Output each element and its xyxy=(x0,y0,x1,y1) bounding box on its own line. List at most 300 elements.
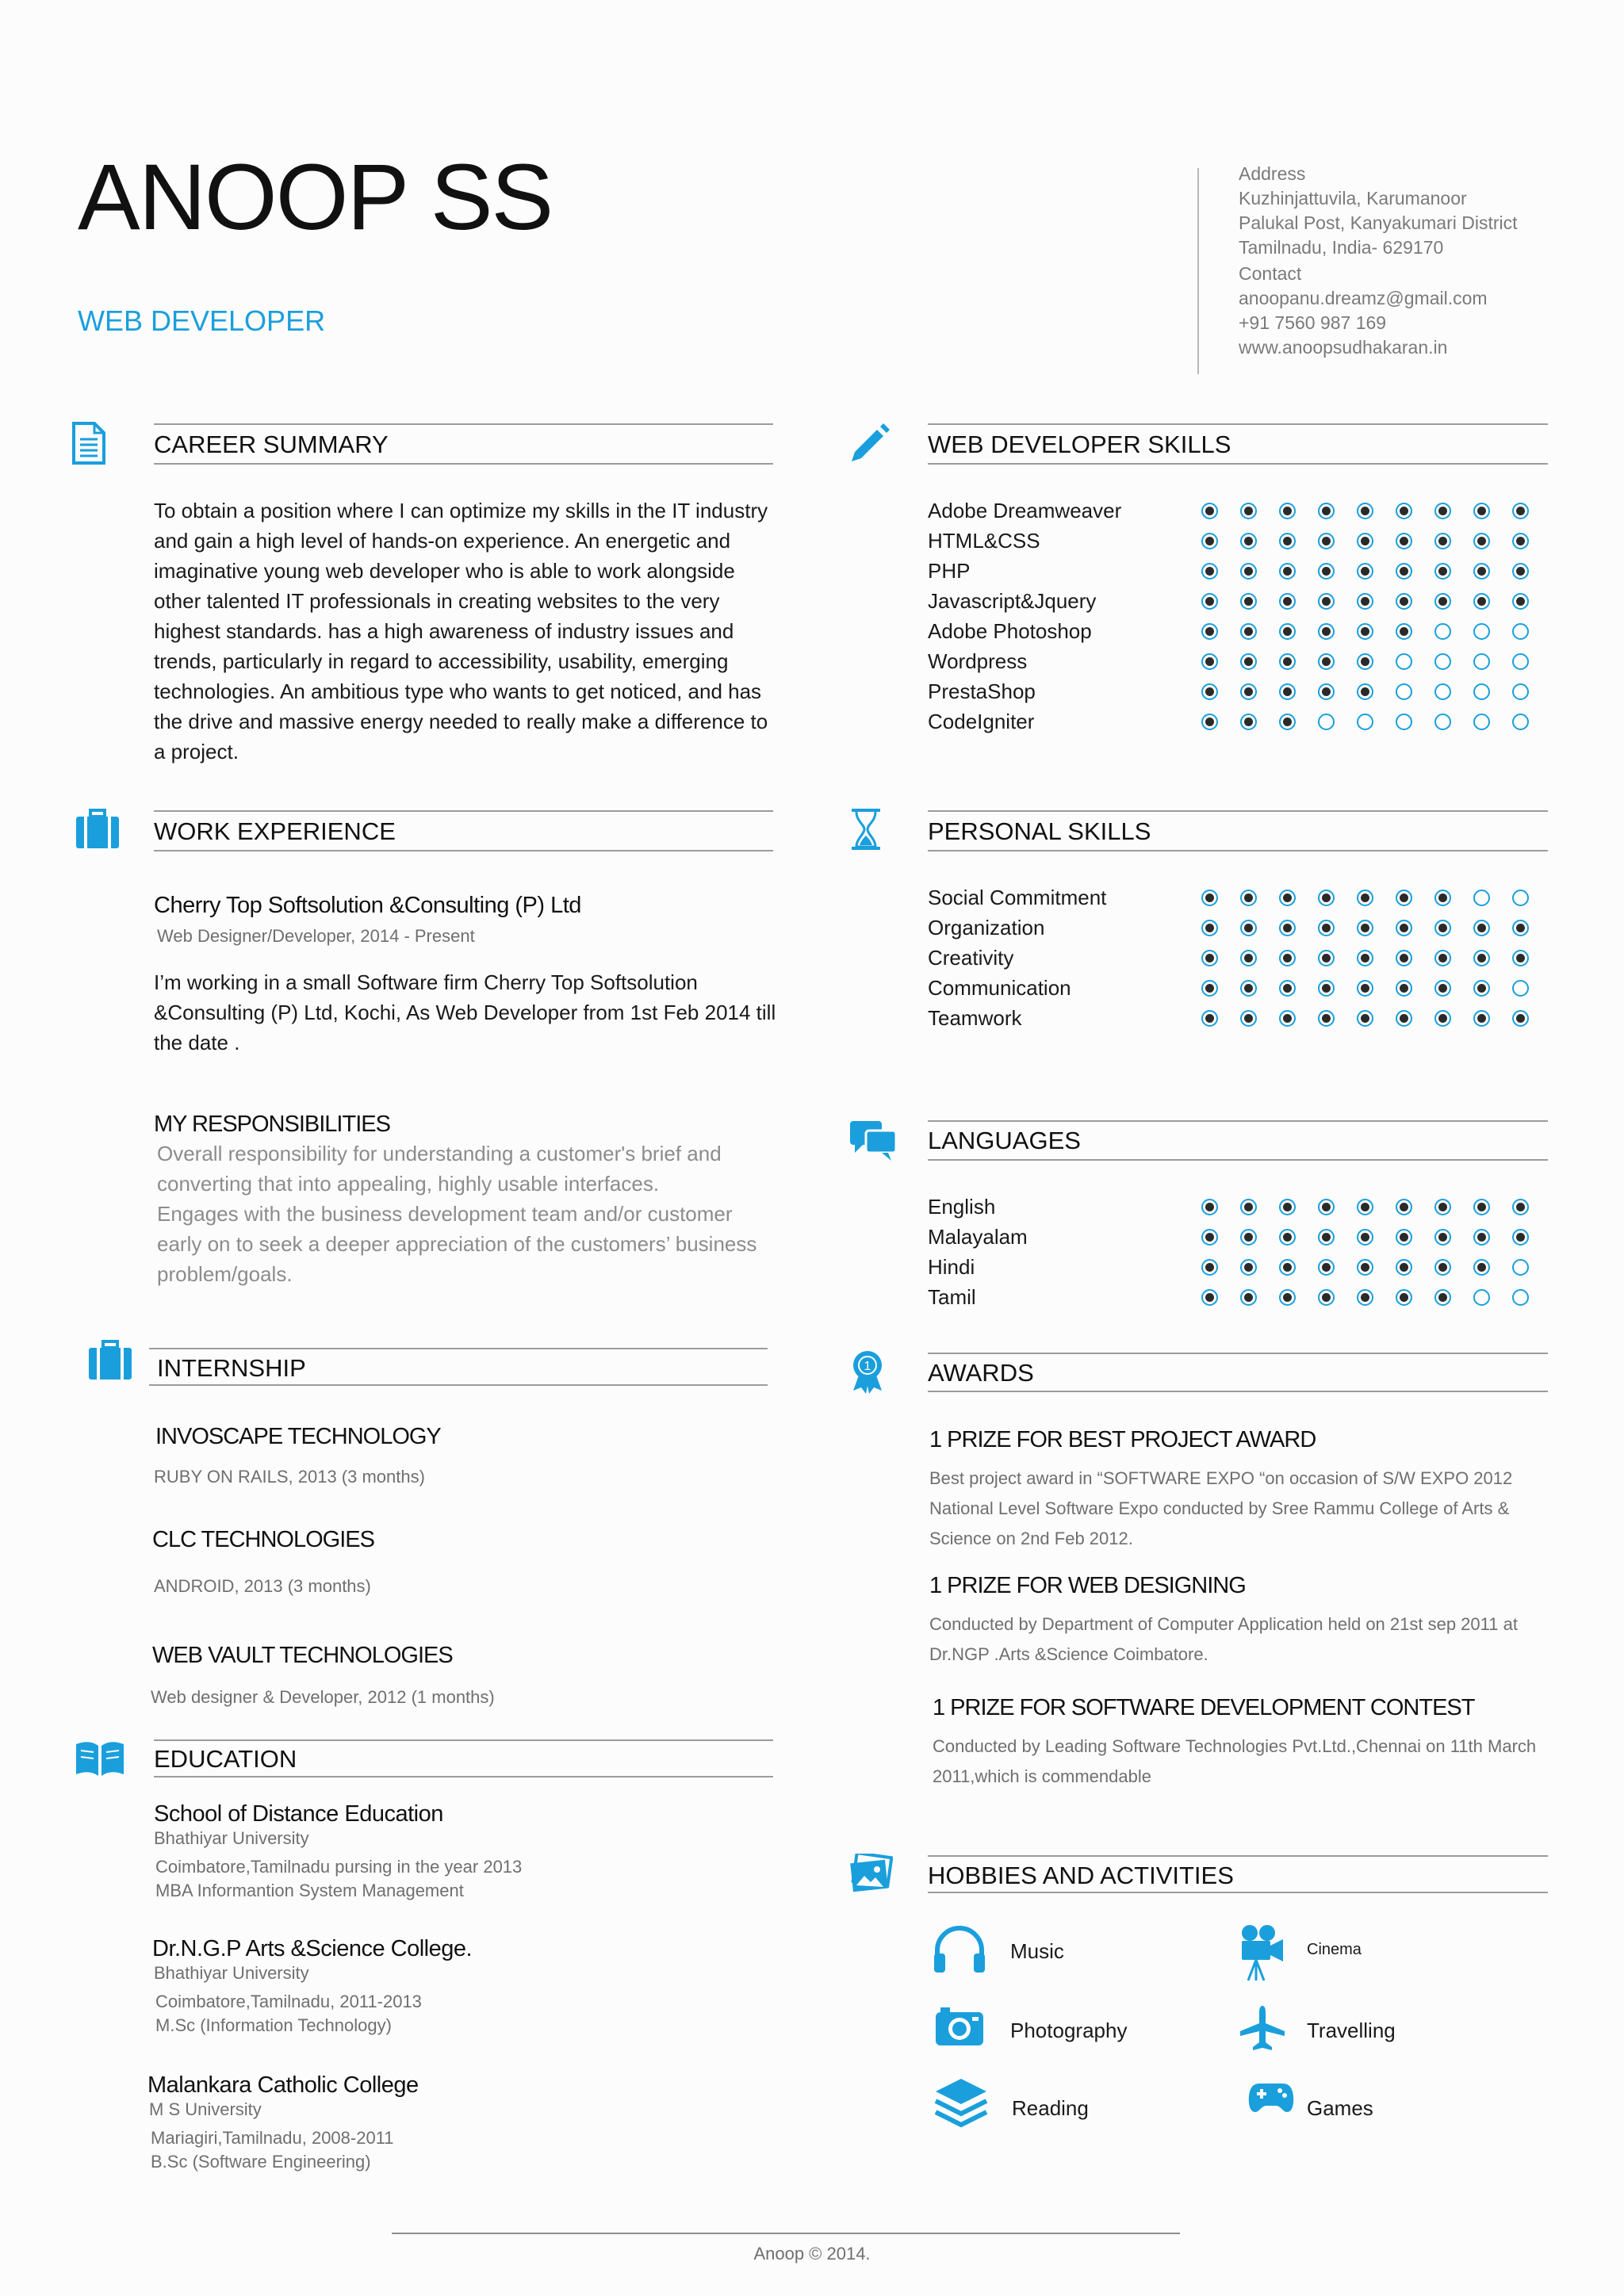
education-detail: Coimbatore,Tamilnadu pursing in the year 2013 xyxy=(155,1857,523,1877)
headphones-icon xyxy=(931,1923,988,1974)
rating-dot-filled xyxy=(1357,1010,1373,1027)
rating-dot-filled xyxy=(1279,1289,1296,1306)
rating-dot-empty xyxy=(1473,623,1490,640)
rating-dot-filled xyxy=(1318,653,1335,670)
address-line: Kuzhinjattuvila, Karumanoor xyxy=(1239,188,1467,209)
section-rule xyxy=(154,1739,773,1741)
skill-rating xyxy=(1201,1259,1551,1276)
rating-dot-empty xyxy=(1512,653,1529,670)
rating-dot-filled xyxy=(1201,563,1218,580)
rating-dot-filled xyxy=(1318,890,1335,906)
rating-dot-filled xyxy=(1279,1229,1296,1246)
rating-dot-filled xyxy=(1279,683,1296,700)
rating-dot-filled xyxy=(1357,653,1373,670)
rating-dot-filled xyxy=(1201,980,1218,997)
career-summary-text xyxy=(154,496,788,767)
skill-label: CodeIgniter xyxy=(928,709,1035,733)
rating-dot-filled xyxy=(1357,1289,1373,1306)
rating-dot-filled xyxy=(1318,950,1335,966)
award-line: Science on 2nd Feb 2012. xyxy=(929,1529,1133,1548)
summary-line: highest standards. has a high awareness of industry issues and xyxy=(154,619,734,643)
internship-company: INVOSCAPE TECHNOLOGY xyxy=(155,1424,441,1449)
rating-dot-filled xyxy=(1318,1199,1335,1215)
briefcase-icon xyxy=(87,1340,133,1381)
languages-list xyxy=(928,1192,1562,1318)
rating-dot-empty xyxy=(1473,714,1490,730)
rating-dot-filled xyxy=(1512,593,1529,610)
rating-dot-filled xyxy=(1396,503,1412,519)
rating-dot-filled xyxy=(1240,950,1257,966)
skill-label: Hindi xyxy=(928,1254,975,1279)
work-description xyxy=(154,967,788,1058)
rating-dot-filled xyxy=(1434,950,1451,966)
skill-label: Wordpress xyxy=(928,649,1028,673)
section-rule xyxy=(928,1120,1548,1122)
rating-dot-filled xyxy=(1201,1289,1218,1306)
responsibilities-text xyxy=(157,1138,791,1289)
rating-dot-filled xyxy=(1318,623,1335,640)
skill-rating xyxy=(1201,920,1551,936)
section-rule xyxy=(928,1391,1548,1392)
award-ribbon-icon xyxy=(850,1349,885,1394)
rating-dot-empty xyxy=(1512,890,1529,906)
rating-dot-filled xyxy=(1240,1010,1257,1027)
skill-row xyxy=(928,616,1562,646)
section-rule xyxy=(928,1892,1548,1893)
rating-dot-filled xyxy=(1201,1010,1218,1027)
internship-detail: ANDROID, 2013 (3 months) xyxy=(154,1576,371,1596)
rating-dot-empty xyxy=(1396,714,1412,730)
rating-dot-filled xyxy=(1279,623,1296,640)
rating-dot-filled xyxy=(1512,563,1529,580)
rating-dot-filled xyxy=(1279,1010,1296,1027)
rating-dot-filled xyxy=(1473,980,1490,997)
skill-row xyxy=(928,586,1562,616)
skill-row xyxy=(928,646,1562,676)
document-icon xyxy=(71,422,106,465)
rating-dot-filled xyxy=(1318,503,1335,519)
awards-title: AWARDS xyxy=(928,1359,1034,1387)
rating-dot-filled xyxy=(1357,980,1373,997)
rating-dot-empty xyxy=(1473,1289,1490,1306)
hobby-label: Travelling xyxy=(1307,2019,1396,2042)
rating-dot-filled xyxy=(1201,683,1218,700)
responsibility-line: converting that into appealing, highly usable interfaces. xyxy=(157,1172,660,1196)
rating-dot-filled xyxy=(1357,1229,1373,1246)
summary-line: the drive and massive energy needed to really make a difference to xyxy=(154,710,768,733)
internship-detail: RUBY ON RAILS, 2013 (3 months) xyxy=(154,1467,425,1487)
rating-dot-filled xyxy=(1318,1229,1335,1246)
rating-dot-filled xyxy=(1396,533,1412,549)
skill-row xyxy=(928,1192,1562,1222)
skill-rating xyxy=(1201,950,1551,966)
university-name: Bhathiyar University xyxy=(154,1828,309,1848)
skill-label: Tamil xyxy=(928,1284,976,1309)
rating-dot-filled xyxy=(1357,890,1373,906)
rating-dot-filled xyxy=(1240,593,1257,610)
skill-label: Teamwork xyxy=(928,1005,1022,1030)
award-description xyxy=(933,1732,1536,1792)
rating-dot-filled xyxy=(1434,593,1451,610)
rating-dot-filled xyxy=(1201,1259,1218,1276)
award-title: 1 PRIZE FOR SOFTWARE DEVELOPMENT CONTEST xyxy=(933,1695,1475,1720)
rating-dot-empty xyxy=(1434,623,1451,640)
section-rule xyxy=(928,463,1548,465)
website-link[interactable]: www.anoopsudhakaran.in xyxy=(1239,337,1448,358)
email-link[interactable]: anoopanu.dreamz@gmail.com xyxy=(1239,288,1488,308)
rating-dot-filled xyxy=(1279,593,1296,610)
internship-company: WEB VAULT TECHNOLOGIES xyxy=(152,1643,453,1668)
rating-dot-filled xyxy=(1240,563,1257,580)
rating-dot-filled xyxy=(1279,533,1296,549)
award-line: Conducted by Leading Software Technologies Pvt.Ltd.,Chennai on 11th March xyxy=(933,1736,1537,1756)
responsibility-line: Engages with the business development team and/or customer xyxy=(157,1202,733,1226)
responsibility-line: early on to seek a deeper appreciation of the customers’ business xyxy=(157,1232,757,1256)
rating-dot-filled xyxy=(1240,533,1257,549)
rating-dot-filled xyxy=(1357,950,1373,966)
work-line: &Consulting (P) Ltd, Kochi, As Web Developer from 1st Feb 2014 till xyxy=(154,1001,776,1024)
rating-dot-filled xyxy=(1512,1199,1529,1215)
skill-label: Creativity xyxy=(928,945,1014,970)
award-description xyxy=(929,1464,1512,1554)
rating-dot-empty xyxy=(1396,653,1412,670)
rating-dot-empty xyxy=(1434,683,1451,700)
rating-dot-filled xyxy=(1512,950,1529,966)
award-title: 1 PRIZE FOR WEB DESIGNING xyxy=(929,1573,1246,1598)
rating-dot-filled xyxy=(1240,920,1257,936)
rating-dot-filled xyxy=(1434,1010,1451,1027)
rating-dot-filled xyxy=(1279,1259,1296,1276)
hobby-label: Reading xyxy=(1012,2096,1089,2120)
rating-dot-filled xyxy=(1396,1259,1412,1276)
skill-row xyxy=(928,1282,1562,1312)
skill-row xyxy=(928,526,1562,556)
airplane-icon xyxy=(1239,2004,1286,2052)
summary-line: trends, particularly in regard to accessibility, usability, emerging xyxy=(154,649,729,673)
rating-dot-filled xyxy=(1279,950,1296,966)
skill-rating xyxy=(1201,1289,1551,1306)
rating-dot-filled xyxy=(1240,1229,1257,1246)
rating-dot-filled xyxy=(1279,563,1296,580)
rating-dot-filled xyxy=(1473,563,1490,580)
rating-dot-filled xyxy=(1396,563,1412,580)
rating-dot-empty xyxy=(1512,683,1529,700)
rating-dot-filled xyxy=(1201,1199,1218,1215)
skill-row xyxy=(928,1252,1562,1282)
rating-dot-filled xyxy=(1512,503,1529,519)
contact-label: Contact xyxy=(1239,263,1302,284)
skill-label: Communication xyxy=(928,975,1071,1000)
rating-dot-filled xyxy=(1396,980,1412,997)
rating-dot-filled xyxy=(1396,950,1412,966)
rating-dot-empty xyxy=(1473,683,1490,700)
education-detail: Mariagiri,Tamilnadu, 2008-2011 xyxy=(151,2128,394,2148)
summary-line: To obtain a position where I can optimize my skills in the IT industry xyxy=(154,499,768,522)
rating-dot-filled xyxy=(1279,1199,1296,1215)
company-name: Cherry Top Softsolution &Consulting (P) Ltd xyxy=(154,893,581,918)
internship-title: INTERNSHIP xyxy=(157,1354,306,1382)
skill-row xyxy=(928,913,1562,943)
rating-dot-filled xyxy=(1279,653,1296,670)
skill-row xyxy=(928,973,1562,1003)
award-line: 2011,which is commendable xyxy=(933,1766,1151,1786)
responsibility-line: Overall responsibility for understanding a customer's brief and xyxy=(157,1142,722,1165)
skill-rating xyxy=(1201,1199,1551,1215)
award-line: National Level Software Expo conducted by Sree Rammu College of Arts & xyxy=(929,1498,1510,1518)
rating-dot-filled xyxy=(1201,533,1218,549)
rating-dot-filled xyxy=(1201,503,1218,519)
rating-dot-filled xyxy=(1396,1289,1412,1306)
rating-dot-filled xyxy=(1357,920,1373,936)
rating-dot-filled xyxy=(1473,533,1490,549)
skill-row xyxy=(928,676,1562,706)
rating-dot-filled xyxy=(1396,623,1412,640)
skill-rating xyxy=(1201,653,1551,670)
rating-dot-filled xyxy=(1357,503,1373,519)
skill-label: PrestaShop xyxy=(928,679,1036,703)
rating-dot-filled xyxy=(1434,980,1451,997)
summary-line: and gain a high level of hands-on experience. An energetic and xyxy=(154,529,731,553)
rating-dot-filled xyxy=(1201,920,1218,936)
skill-row xyxy=(928,1222,1562,1252)
skill-rating xyxy=(1201,1010,1551,1027)
internship-company: CLC TECHNOLOGIES xyxy=(152,1527,374,1552)
skill-rating xyxy=(1201,623,1551,640)
skill-row xyxy=(928,496,1562,526)
rating-dot-filled xyxy=(1434,563,1451,580)
skill-row xyxy=(928,882,1562,913)
rating-dot-filled xyxy=(1201,890,1218,906)
rating-dot-filled xyxy=(1201,1229,1218,1246)
gamepad-icon xyxy=(1248,2080,1294,2114)
rating-dot-empty xyxy=(1512,1289,1529,1306)
rating-dot-filled xyxy=(1512,533,1529,549)
rating-dot-filled xyxy=(1357,623,1373,640)
rating-dot-empty xyxy=(1512,1259,1529,1276)
skill-rating xyxy=(1201,714,1551,730)
languages-title: LANGUAGES xyxy=(928,1127,1081,1154)
internship-detail: Web designer & Developer, 2012 (1 months) xyxy=(151,1687,495,1707)
skill-label: Social Commitment xyxy=(928,885,1107,909)
section-rule xyxy=(149,1348,768,1349)
rating-dot-filled xyxy=(1279,890,1296,906)
rating-dot-filled xyxy=(1396,890,1412,906)
rating-dot-empty xyxy=(1396,683,1412,700)
rating-dot-filled xyxy=(1512,1229,1529,1246)
education-detail: Coimbatore,Tamilnadu, 2011-2013 xyxy=(155,1992,422,2011)
hobby-label: Games xyxy=(1307,2096,1373,2120)
rating-dot-filled xyxy=(1396,920,1412,936)
rating-dot-filled xyxy=(1512,920,1529,936)
section-rule xyxy=(154,463,773,465)
footer-divider xyxy=(392,2233,1180,2234)
section-rule xyxy=(928,423,1548,425)
job-position: Web Designer/Developer, 2014 - Present xyxy=(157,926,475,946)
education-degree: MBA Informantion System Management xyxy=(155,1881,464,1900)
hourglass-icon xyxy=(850,807,882,851)
rating-dot-filled xyxy=(1318,920,1335,936)
award-line: Best project award in “SOFTWARE EXPO “on occasion of S/W EXPO 2012 xyxy=(929,1468,1513,1488)
rating-dot-filled xyxy=(1279,714,1296,730)
rating-dot-filled xyxy=(1318,593,1335,610)
rating-dot-filled xyxy=(1473,1199,1490,1215)
skill-rating xyxy=(1201,533,1551,549)
rating-dot-empty xyxy=(1512,980,1529,997)
job-role: WEB DEVELOPER xyxy=(78,304,326,337)
award-description xyxy=(929,1609,1518,1670)
skill-label: Javascript&Jquery xyxy=(928,588,1097,613)
rating-dot-filled xyxy=(1318,980,1335,997)
hobby-label: Cinema xyxy=(1307,1941,1362,1958)
rating-dot-filled xyxy=(1357,1259,1373,1276)
skill-label: PHP xyxy=(928,558,971,583)
rating-dot-filled xyxy=(1396,1010,1412,1027)
rating-dot-empty xyxy=(1318,714,1335,730)
section-rule xyxy=(154,850,773,851)
university-name: Bhathiyar University xyxy=(154,1963,309,1983)
rating-dot-filled xyxy=(1201,950,1218,966)
university-name: M S University xyxy=(149,2099,262,2119)
rating-dot-filled xyxy=(1396,1199,1412,1215)
rating-dot-filled xyxy=(1318,683,1335,700)
section-rule xyxy=(928,850,1548,851)
rating-dot-filled xyxy=(1473,503,1490,519)
skill-row xyxy=(928,1003,1562,1033)
rating-dot-filled xyxy=(1240,1199,1257,1215)
skill-rating xyxy=(1201,563,1551,580)
rating-dot-filled xyxy=(1240,714,1257,730)
skill-rating xyxy=(1201,503,1551,519)
section-rule xyxy=(928,1353,1548,1354)
rating-dot-filled xyxy=(1240,1259,1257,1276)
rating-dot-filled xyxy=(1434,1199,1451,1215)
rating-dot-filled xyxy=(1473,920,1490,936)
award-line: Conducted by Department of Computer Application held on 21st sep 2011 at xyxy=(929,1614,1518,1634)
picture-frame-icon xyxy=(850,1854,893,1893)
movie-camera-icon xyxy=(1239,1923,1286,1982)
web-skills-title: WEB DEVELOPER SKILLS xyxy=(928,430,1231,458)
skill-rating xyxy=(1201,593,1551,610)
responsibilities-title: MY RESPONSIBILITIES xyxy=(154,1112,390,1137)
contact-block xyxy=(1239,162,1518,360)
skill-row xyxy=(928,556,1562,586)
rating-dot-filled xyxy=(1357,1199,1373,1215)
summary-line: imaginative young web developer who is able to work alongside xyxy=(154,559,735,583)
rating-dot-filled xyxy=(1318,1259,1335,1276)
section-rule xyxy=(149,1384,768,1386)
personal-skills-title: PERSONAL SKILLS xyxy=(928,817,1151,845)
skill-label: English xyxy=(928,1194,996,1219)
open-book-icon xyxy=(75,1739,125,1777)
candidate-name: ANOOP SS xyxy=(78,145,553,250)
school-name: Malankara Catholic College xyxy=(147,2072,419,2098)
rating-dot-filled xyxy=(1318,1010,1335,1027)
camera-icon xyxy=(934,2004,985,2047)
rating-dot-empty xyxy=(1473,653,1490,670)
section-rule xyxy=(154,810,773,812)
header-divider xyxy=(1197,168,1199,374)
rating-dot-filled xyxy=(1357,533,1373,549)
personal-skills-list xyxy=(928,882,1562,1041)
rating-dot-empty xyxy=(1357,714,1373,730)
rating-dot-filled xyxy=(1512,1010,1529,1027)
skill-rating xyxy=(1201,890,1551,906)
rating-dot-filled xyxy=(1357,593,1373,610)
rating-dot-filled xyxy=(1434,1229,1451,1246)
skill-rating xyxy=(1201,683,1551,700)
rating-dot-filled xyxy=(1357,683,1373,700)
summary-line: a project. xyxy=(154,740,239,763)
pencil-icon xyxy=(848,420,893,465)
rating-dot-filled xyxy=(1434,1289,1451,1306)
rating-dot-filled xyxy=(1434,503,1451,519)
rating-dot-filled xyxy=(1279,920,1296,936)
hobby-label: Music xyxy=(1010,1939,1064,1963)
rating-dot-filled xyxy=(1318,563,1335,580)
section-rule xyxy=(928,1855,1548,1857)
skill-label: Adobe Dreamweaver xyxy=(928,498,1122,522)
hobby-label: Photography xyxy=(1010,2019,1128,2042)
briefcase-icon xyxy=(75,809,121,850)
award-line: Dr.NGP .Arts &Science Coimbatore. xyxy=(929,1644,1208,1664)
rating-dot-empty xyxy=(1512,623,1529,640)
rating-dot-filled xyxy=(1201,623,1218,640)
education-degree: B.Sc (Software Engineering) xyxy=(151,2152,371,2172)
address-line: Palukal Post, Kanyakumari District xyxy=(1239,212,1518,233)
rating-dot-filled xyxy=(1473,593,1490,610)
work-line: I’m working in a small Software firm Cherry Top Softsolution xyxy=(154,970,698,994)
section-rule xyxy=(154,1776,773,1777)
skill-label: Organization xyxy=(928,915,1045,939)
rating-dot-empty xyxy=(1473,890,1490,906)
layers-icon xyxy=(934,2077,988,2130)
chat-bubbles-icon xyxy=(848,1118,898,1162)
rating-dot-filled xyxy=(1434,920,1451,936)
rating-dot-filled xyxy=(1473,950,1490,966)
address-label: Address xyxy=(1239,163,1306,184)
skill-label: HTML&CSS xyxy=(928,528,1040,553)
rating-dot-filled xyxy=(1201,714,1218,730)
rating-dot-empty xyxy=(1434,714,1451,730)
rating-dot-filled xyxy=(1240,1289,1257,1306)
rating-dot-filled xyxy=(1201,593,1218,610)
section-rule xyxy=(154,423,773,425)
rating-dot-filled xyxy=(1240,890,1257,906)
education-degree: M.Sc (Information Technology) xyxy=(155,2015,392,2035)
footer-text: Anoop © 2014. xyxy=(753,2244,871,2263)
education-title: EDUCATION xyxy=(154,1745,297,1773)
summary-line: other talented IT professionals in creating websites to the very xyxy=(154,589,720,613)
award-badge-number: 1 xyxy=(864,1360,871,1373)
web-skills-list xyxy=(928,496,1562,741)
rating-dot-filled xyxy=(1357,563,1373,580)
skill-label: Adobe Photoshop xyxy=(928,618,1092,643)
rating-dot-filled xyxy=(1434,890,1451,906)
rating-dot-filled xyxy=(1279,503,1296,519)
rating-dot-filled xyxy=(1279,980,1296,997)
rating-dot-filled xyxy=(1473,1010,1490,1027)
rating-dot-filled xyxy=(1434,533,1451,549)
section-rule xyxy=(928,810,1548,812)
rating-dot-filled xyxy=(1240,980,1257,997)
rating-dot-filled xyxy=(1396,593,1412,610)
section-rule xyxy=(928,1159,1548,1161)
skill-rating xyxy=(1201,1229,1551,1246)
rating-dot-filled xyxy=(1240,503,1257,519)
address-line: Tamilnadu, India- 629170 xyxy=(1239,237,1444,258)
rating-dot-filled xyxy=(1240,623,1257,640)
rating-dot-filled xyxy=(1396,1229,1412,1246)
